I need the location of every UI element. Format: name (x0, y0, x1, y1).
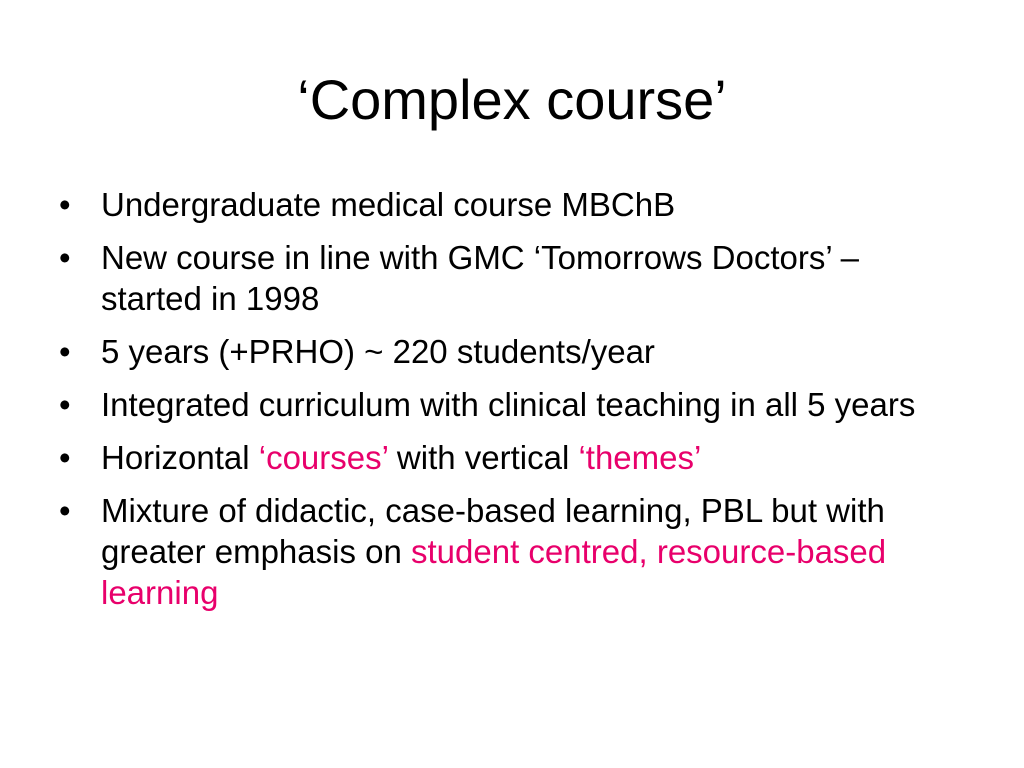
bullet-text-prefix: Mixture of didactic, case-based learning, PBL but with greater emphasis on (101, 492, 885, 570)
bullet-list (56, 184, 956, 625)
highlight-themes: ‘themes’ (578, 439, 702, 476)
bullet-icon: • (59, 386, 71, 423)
bullet-icon: • (59, 492, 71, 529)
bullet-text: 5 years (+PRHO) ~ 220 students/year (101, 333, 655, 370)
bullet-item (56, 331, 956, 372)
bullet-icon: • (59, 333, 71, 370)
bullet-icon: • (59, 439, 71, 476)
highlight-student-centred: student centred, resource-based learning (101, 533, 887, 611)
bullet-item (56, 184, 956, 225)
bullet-text-middle: with vertical (387, 439, 579, 476)
bullet-text: Integrated curriculum with clinical teaching in all 5 years (101, 386, 916, 423)
bullet-text: New course in line with GMC ‘Tomorrows Doctors’ – started in 1998 (101, 239, 859, 317)
bullet-text-prefix: Horizontal (101, 439, 259, 476)
bullet-item (56, 237, 956, 319)
bullet-item (56, 384, 956, 425)
slide-title: ‘Complex course’ (297, 68, 727, 131)
bullet-item (56, 437, 956, 478)
bullet-icon: • (59, 239, 71, 276)
bullet-item (56, 490, 956, 613)
highlight-courses: ‘courses’ (258, 439, 388, 476)
bullet-text: Undergraduate medical course MBChB (101, 186, 676, 223)
bullet-icon: • (59, 186, 71, 223)
